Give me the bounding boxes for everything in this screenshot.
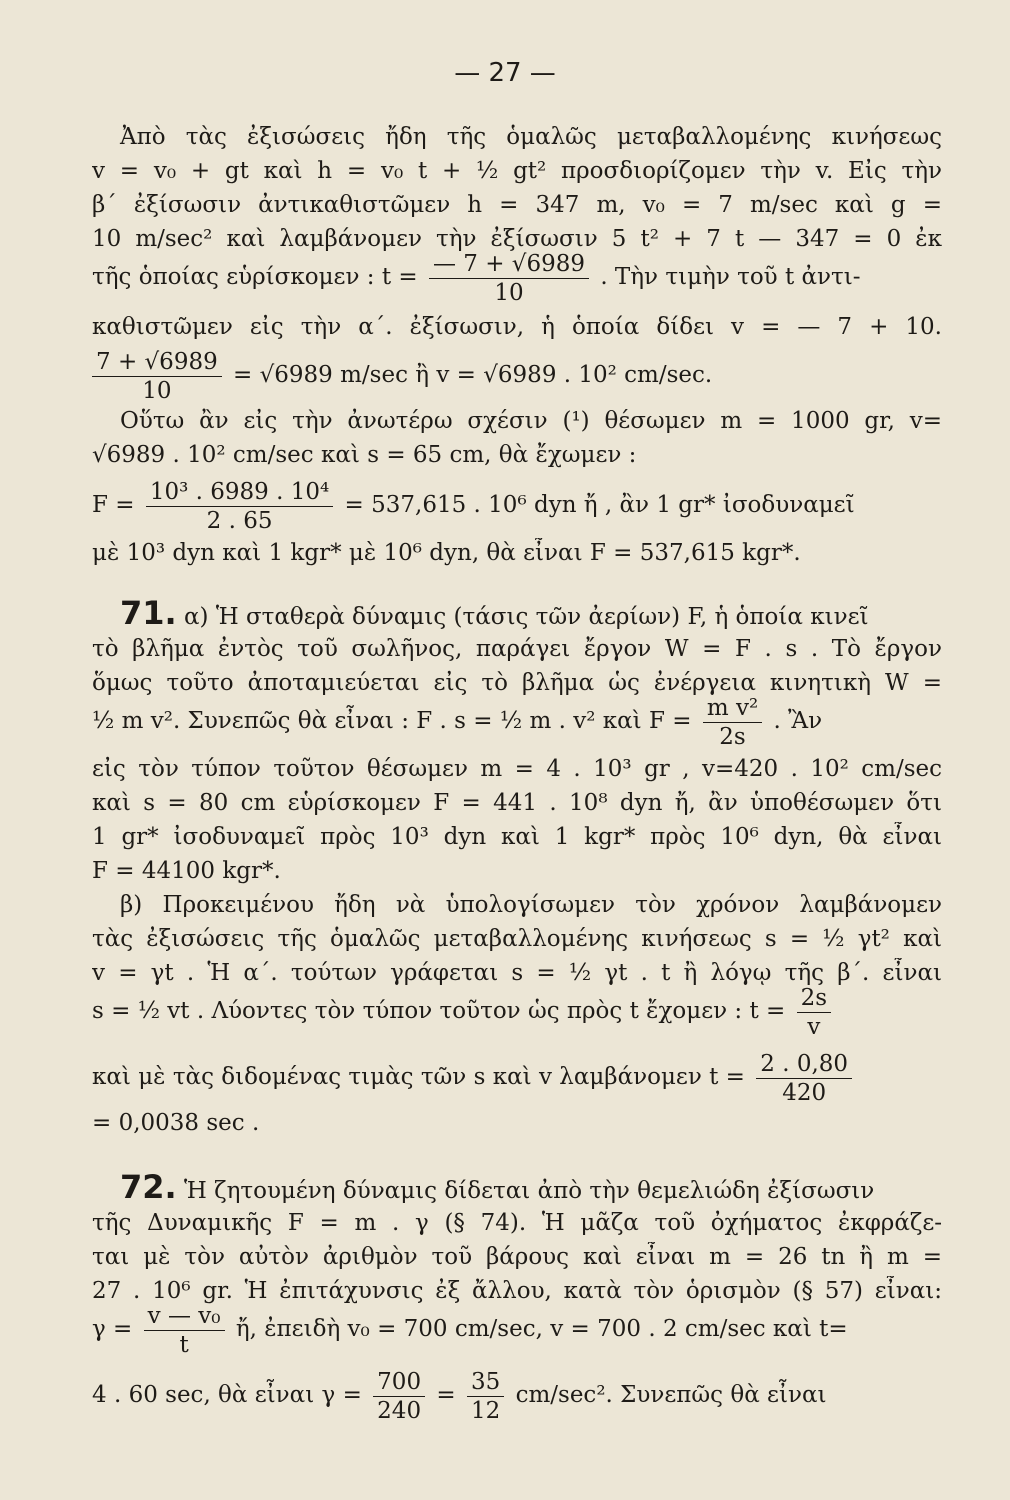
equation-text: γ = (92, 1316, 133, 1342)
equation-text: καὶ μὲ τὰς διδομένας τιμὰς τῶν s καὶ v λαμβάνομεν t = (92, 1064, 745, 1090)
text-line: 10 m/sec² καὶ λαμβάνομεν τὴν ἐξίσωσιν 5 t² + 7 t — 347 = 0 ἐκ (92, 226, 942, 252)
equals-sign: = (436, 1382, 456, 1408)
text-line: τῆς Δυναμικῆς F = m . γ (§ 74). Ἡ μᾶζα τοῦ ὀχήματος ἐκφράζε- (92, 1210, 942, 1236)
fraction-denominator: t (179, 1331, 189, 1358)
fraction (756, 1050, 852, 1107)
equation-text: . Τὴν τιμὴν τοῦ t ἀντι- (600, 264, 861, 290)
fraction-denominator: 420 (782, 1079, 827, 1106)
text-line: 1 gr* ἰσοδυναμεῖ πρὸς 10³ dyn καὶ 1 kgr* πρὸς 10⁶ dyn, θὰ εἶναι (92, 824, 942, 850)
fraction-numerator: 2 . 0,80 (756, 1050, 852, 1079)
section-number: 72. (120, 1172, 177, 1206)
fraction (146, 478, 333, 535)
text-line: τὰς ἐξισώσεις τῆς ὁμαλῶς μεταβαλλομένης κινήσεως s = ½ γt² καὶ (92, 926, 942, 952)
fraction-numerator: 2s (797, 984, 831, 1013)
equation-text: s = ½ vt . Λύοντες τὸν τύπον τοῦτον ὡς πρὸς t ἔχομεν : t = (92, 998, 786, 1024)
fraction-numerator: 7 + √6989 (92, 348, 222, 377)
equation-text: τῆς ὁποίας εὑρίσκομεν : t = (92, 264, 418, 290)
text-line: v = γt . Ἡ α΄. τούτων γράφεται s = ½ γt . t ἢ λόγῳ τῆς β΄. εἶναι (92, 960, 942, 986)
text-line: Οὕτω ἂν εἰς τὴν ἀνωτέρω σχέσιν (¹) θέσωμεν m = 1000 gr, v= (120, 408, 942, 434)
fraction (429, 250, 589, 307)
equation-text: = 537,615 . 10⁶ dyn ἤ , ἂν 1 gr* ἰσοδυναμεῖ (344, 492, 855, 518)
equation-line (92, 1298, 942, 1360)
text-line: β) Προκειμένου ἤδη νὰ ὑπολογίσωμεν τὸν χρόνον λαμβάνομεν (120, 892, 942, 918)
equation-line (92, 474, 942, 536)
fraction-numerator: m v² (703, 694, 762, 723)
equation-line (92, 246, 942, 308)
equation-line (92, 344, 942, 406)
fraction-denominator: 2 . 65 (206, 507, 273, 534)
text-line: Ἡ ζητουμένη δύναμις δίδεται ἀπὸ τὴν θεμελιώδη ἐξίσωσιν (184, 1178, 875, 1204)
text-line: τὸ βλῆμα ἐντὸς τοῦ σωλῆνος, παράγει ἔργον W = F . s . Τὸ ἔργον (92, 636, 942, 662)
text-line: = 0,0038 sec . (92, 1110, 260, 1136)
section-number: 71. (120, 598, 177, 632)
equation-line (92, 690, 942, 752)
fraction-numerator: 35 (467, 1368, 504, 1397)
text-line: ὅμως τοῦτο ἀποταμιεύεται εἰς τὸ βλῆμα ὡς ἐνέργεια κινητικὴ W = (92, 670, 942, 696)
text-line: β΄ ἐξίσωσιν ἀντικαθιστῶμεν h = 347 m, v₀ = 7 m/sec καὶ g = (92, 192, 942, 218)
fraction-numerator: 10³ . 6989 . 10⁴ (146, 478, 333, 507)
text-line: μὲ 10³ dyn καὶ 1 kgr* μὲ 10⁶ dyn, θὰ εἶναι F = 537,615 kgr*. (92, 540, 801, 566)
text-line: καθιστῶμεν εἰς τὴν α΄. ἐξίσωσιν, ἡ ὁποία δίδει v = — 7 + 10. (92, 314, 942, 340)
equation-text: 4 . 60 sec, θὰ εἶναι γ = (92, 1382, 362, 1408)
text-line: α) Ἡ σταθερὰ δύναμις (τάσις τῶν ἀερίων) F, ἡ ὁποία κινεῖ (184, 604, 869, 630)
section-71-first-line (92, 598, 942, 632)
text-line: F = 44100 kgr*. (92, 858, 281, 884)
equation-line (92, 1046, 942, 1108)
page-number: — 27 — (454, 58, 556, 88)
equation-line (92, 1364, 942, 1426)
equation-text: ἤ, ἐπειδὴ v₀ = 700 cm/sec, v = 700 . 2 cm/sec καὶ t= (235, 1316, 848, 1342)
equation-text: F = (92, 492, 135, 518)
section-72-first-line (92, 1172, 942, 1206)
equation-text: ½ m v². Συνεπῶς θὰ εἶναι : F . s = ½ m . v² καὶ F = (92, 708, 692, 734)
fraction-numerator: 700 (373, 1368, 425, 1397)
fraction-numerator: v — v₀ (144, 1302, 225, 1331)
text-line: √6989 . 10² cm/sec καὶ s = 65 cm, θὰ ἔχωμεν : (92, 442, 637, 468)
equation-text: = √6989 m/sec ἢ v = √6989 . 10² cm/sec. (233, 362, 713, 388)
text-line: εἰς τὸν τύπον τοῦτον θέσωμεν m = 4 . 10³ gr , v=420 . 10² cm/sec (92, 756, 942, 782)
fraction (144, 1302, 225, 1359)
fraction (373, 1368, 425, 1425)
text-line: 27 . 10⁶ gr. Ἡ ἐπιτάχυνσις ἐξ ἄλλου, κατὰ τὸν ὁρισμὸν (§ 57) εἶναι: (92, 1278, 942, 1304)
fraction (797, 984, 831, 1041)
fraction-denominator: 10 (142, 377, 172, 404)
fraction-denominator: 12 (470, 1397, 501, 1424)
text-line: ται μὲ τὸν αὐτὸν ἀριθμὸν τοῦ βάρους καὶ εἶναι m = 26 tn ἢ m = (92, 1244, 942, 1270)
fraction-numerator: — 7 + √6989 (429, 250, 589, 279)
fraction (92, 348, 222, 405)
equation-line (92, 980, 942, 1042)
fraction-denominator: v (807, 1013, 821, 1040)
fraction-denominator: 240 (377, 1397, 422, 1424)
equation-text: cm/sec². Συνεπῶς θὰ εἶναι (515, 1382, 827, 1408)
fraction (703, 694, 762, 751)
fraction (467, 1368, 504, 1425)
fraction-denominator: 2s (719, 723, 746, 750)
text-line: Ἀπὸ τὰς ἐξισώσεις ἤδη τῆς ὁμαλῶς μεταβαλλομένης κινήσεως (120, 124, 942, 150)
text-line: καὶ s = 80 cm εὑρίσκομεν F = 441 . 10⁸ dyn ἤ, ἂν ὑποθέσωμεν ὅτι (92, 790, 942, 816)
text-line: v = v₀ + gt καὶ h = v₀ t + ½ gt² προσδιορίζομεν τὴν v. Εἰς τὴν (92, 158, 942, 184)
fraction-denominator: 10 (494, 279, 524, 306)
equation-text: . Ἂν (773, 708, 823, 734)
